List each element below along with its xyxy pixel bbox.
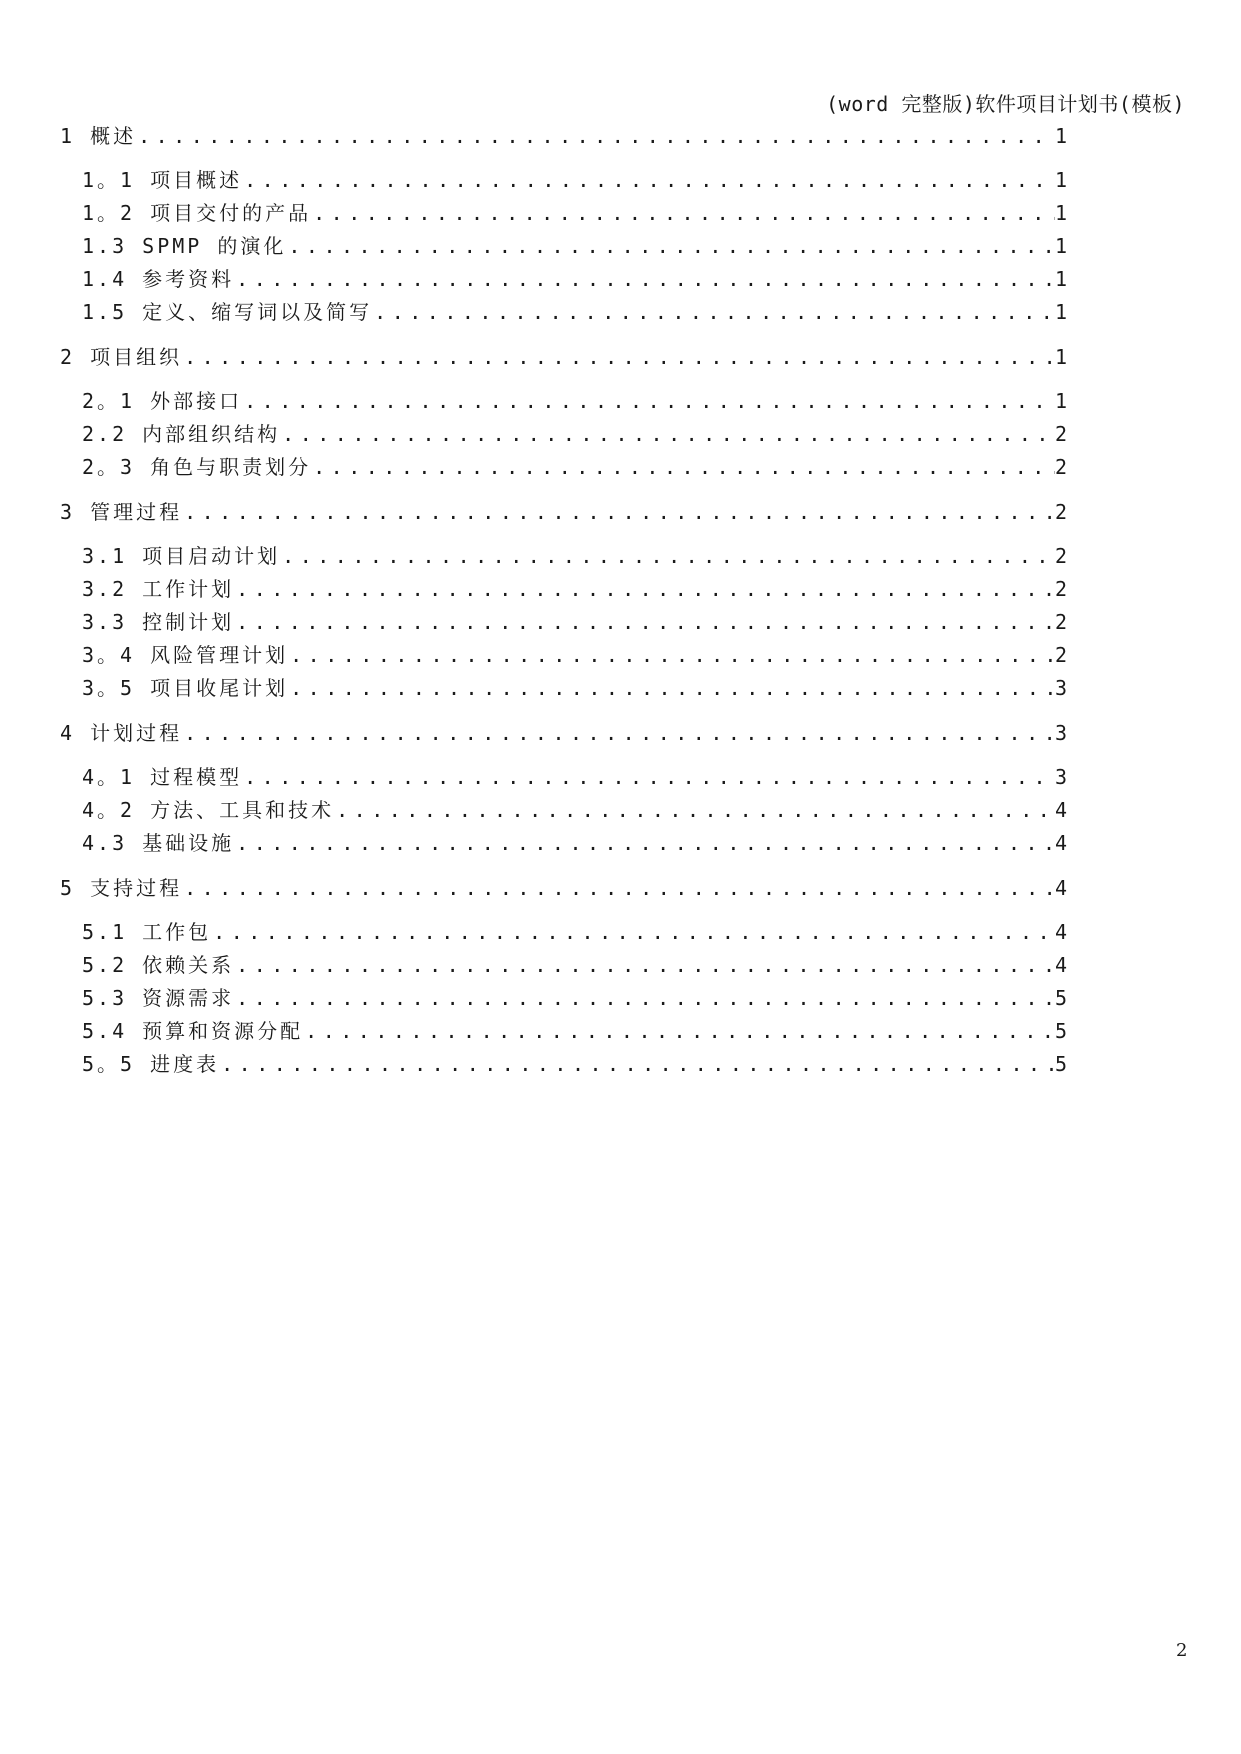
toc-page-number: 1 — [1054, 201, 1067, 225]
toc-dot-leader — [136, 120, 1055, 153]
toc-page-number: 4 — [1054, 876, 1067, 900]
toc-entry-title: 5 支持过程 — [60, 876, 183, 900]
toc-dot-leader — [288, 672, 1055, 705]
toc-page-number: 1 — [1054, 389, 1067, 413]
toc-dot-leader — [334, 794, 1055, 827]
toc-dot-leader — [242, 761, 1055, 794]
toc-dot-leader — [280, 540, 1055, 573]
toc-dot-leader — [234, 606, 1055, 639]
toc-dot-leader — [182, 496, 1055, 529]
toc-section-entry[interactable] — [60, 385, 1067, 418]
toc-entry-title: 3。4 风险管理计划 — [82, 643, 289, 667]
toc-page-number: 1 — [1054, 234, 1067, 258]
toc-page-number: 2 — [1054, 500, 1067, 524]
toc-entry-title: 5.3 资源需求 — [82, 986, 235, 1010]
toc-section-entry[interactable] — [60, 263, 1067, 296]
toc-entry-title: 2。1 外部接口 — [82, 389, 243, 413]
toc-dot-leader — [182, 872, 1055, 905]
toc-entry-title: 4.3 基础设施 — [82, 831, 235, 855]
toc-dot-leader — [288, 639, 1055, 672]
toc-dot-leader — [211, 916, 1055, 949]
toc-section-entry[interactable] — [60, 794, 1067, 827]
toc-entry-title: 1.5 定义、缩写词以及简写 — [82, 300, 373, 324]
toc-entry-title: 1.3 SPMP 的演化 — [82, 234, 287, 258]
toc-section-entry[interactable] — [60, 197, 1067, 230]
toc-page-number: 1 — [1054, 345, 1067, 369]
toc-page-number: 5 — [1054, 1019, 1067, 1043]
toc-section-entry[interactable] — [60, 982, 1067, 1015]
toc-chapter-entry[interactable] — [60, 717, 1067, 750]
toc-entry-title: 5。5 进度表 — [82, 1052, 220, 1076]
toc-entry-title: 4。1 过程模型 — [82, 765, 243, 789]
toc-entry-title: 5.4 预算和资源分配 — [82, 1019, 304, 1043]
toc-entry-title: 1 概述 — [60, 124, 137, 148]
toc-page-number: 4 — [1054, 831, 1067, 855]
toc-page-number: 2 — [1054, 610, 1067, 634]
toc-chapter-entry[interactable] — [60, 872, 1067, 905]
toc-entry-title: 4 计划过程 — [60, 721, 183, 745]
toc-section-entry[interactable] — [60, 606, 1067, 639]
toc-entry-title: 1。2 项目交付的产品 — [82, 201, 312, 225]
toc-entry-title: 5.1 工作包 — [82, 920, 212, 944]
toc-dot-leader — [311, 197, 1055, 230]
toc-section-entry[interactable] — [60, 1015, 1067, 1048]
toc-page-number: 2 — [1054, 544, 1067, 568]
toc-section-entry[interactable] — [60, 230, 1067, 263]
toc-entry-title: 1.4 参考资料 — [82, 267, 235, 291]
page-number: 2 — [1176, 1640, 1188, 1661]
toc-dot-leader — [280, 418, 1055, 451]
toc-entry-title: 3.3 控制计划 — [82, 610, 235, 634]
toc-section-entry[interactable] — [60, 827, 1067, 860]
toc-page-number: 2 — [1054, 455, 1067, 479]
toc-dot-leader — [372, 296, 1055, 329]
toc-dot-leader — [234, 263, 1055, 296]
toc-entry-title: 1。1 项目概述 — [82, 168, 243, 192]
toc-page-number: 3 — [1054, 765, 1067, 789]
toc-entry-title: 2。3 角色与职责划分 — [82, 455, 312, 479]
toc-section-entry[interactable] — [60, 639, 1067, 672]
toc-page-number: 5 — [1054, 986, 1067, 1010]
toc-page-number: 3 — [1054, 676, 1067, 700]
document-header: (word 完整版)软件项目计划书(模板) — [826, 92, 1185, 116]
toc-dot-leader — [234, 573, 1055, 606]
toc-page-number: 2 — [1054, 577, 1067, 601]
toc-entry-title: 5.2 依赖关系 — [82, 953, 235, 977]
toc-page-number: 2 — [1054, 422, 1067, 446]
toc-chapter-entry[interactable] — [60, 341, 1067, 374]
toc-dot-leader — [242, 164, 1055, 197]
toc-entry-title: 3.2 工作计划 — [82, 577, 235, 601]
toc-page-number: 3 — [1054, 721, 1067, 745]
toc-section-entry[interactable] — [60, 672, 1067, 705]
toc-page-number: 5 — [1054, 1052, 1067, 1076]
toc-page-number: 1 — [1054, 300, 1067, 324]
toc-page-number: 1 — [1054, 168, 1067, 192]
toc-section-entry[interactable] — [60, 296, 1067, 329]
toc-dot-leader — [286, 230, 1055, 263]
toc-section-entry[interactable] — [60, 164, 1067, 197]
toc-page-number: 4 — [1054, 953, 1067, 977]
toc-dot-leader — [234, 949, 1055, 982]
toc-dot-leader — [182, 717, 1055, 750]
toc-dot-leader — [182, 341, 1055, 374]
toc-entry-title: 2.2 内部组织结构 — [82, 422, 281, 446]
toc-dot-leader — [234, 982, 1055, 1015]
toc-section-entry[interactable] — [60, 451, 1067, 484]
toc-chapter-entry[interactable] — [60, 120, 1067, 153]
toc-section-entry[interactable] — [60, 949, 1067, 982]
toc-dot-leader — [234, 827, 1055, 860]
toc-dot-leader — [303, 1015, 1055, 1048]
toc-entry-title: 2 项目组织 — [60, 345, 183, 369]
toc-page-number: 1 — [1054, 267, 1067, 291]
toc-entry-title: 3 管理过程 — [60, 500, 183, 524]
toc-section-entry[interactable] — [60, 916, 1067, 949]
toc-page-number: 4 — [1054, 798, 1067, 822]
toc-section-entry[interactable] — [60, 418, 1067, 451]
toc-page-number: 2 — [1054, 643, 1067, 667]
toc-entry-title: 3。5 项目收尾计划 — [82, 676, 289, 700]
toc-page-number: 4 — [1054, 920, 1067, 944]
toc-section-entry[interactable] — [60, 540, 1067, 573]
toc-dot-leader — [219, 1048, 1055, 1081]
table-of-contents — [60, 120, 1067, 1081]
toc-chapter-entry[interactable] — [60, 496, 1067, 529]
toc-entry-title: 3.1 项目启动计划 — [82, 544, 281, 568]
toc-section-entry[interactable] — [60, 761, 1067, 794]
toc-dot-leader — [242, 385, 1055, 418]
toc-dot-leader — [311, 451, 1055, 484]
toc-section-entry[interactable] — [60, 573, 1067, 606]
toc-page-number: 1 — [1054, 124, 1067, 148]
toc-section-entry[interactable] — [60, 1048, 1067, 1081]
toc-entry-title: 4。2 方法、工具和技术 — [82, 798, 335, 822]
